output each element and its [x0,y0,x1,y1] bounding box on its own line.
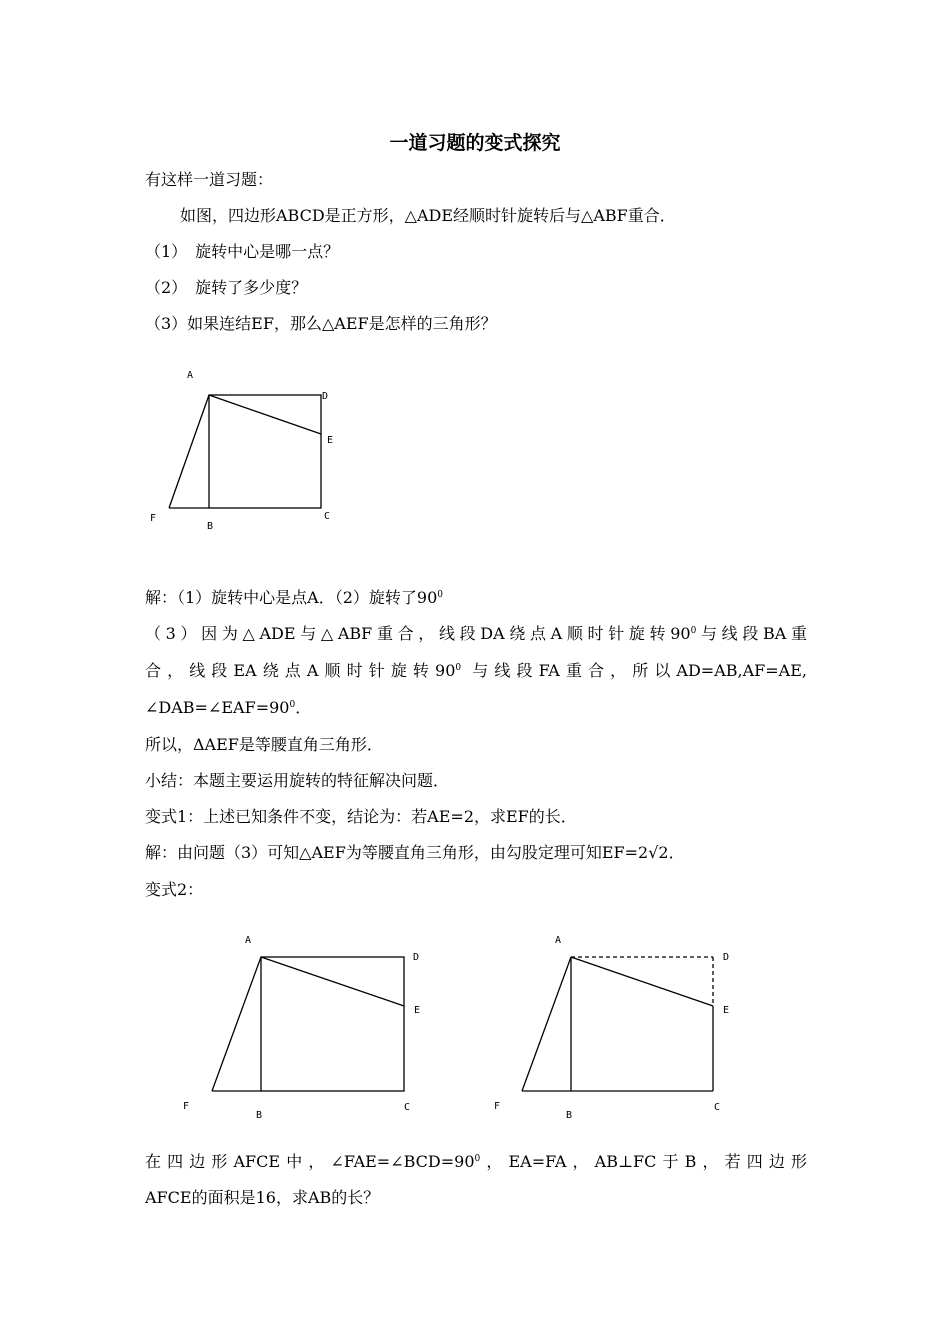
square-abcd [261,957,404,1091]
label-a: A [555,935,562,946]
label-e: E [414,1005,421,1016]
segment-ae [571,957,713,1006]
question-1: （1） 旋转中心是哪一点？ [145,242,340,261]
variant-1-solution: 解：由问题（3）可知△AEF为等腰直角三角形，由勾股定理可知EF=2√2． [145,843,685,862]
label-c: C [404,1102,411,1113]
variant-2-line-2: AFCE的面积是16，求AB的长？ [145,1188,380,1207]
figure-1-square-rotation [140,360,340,540]
label-b: B [207,521,214,532]
label-c: C [714,1102,721,1113]
segment-af [522,957,571,1091]
segment-ae [261,957,404,1006]
conclusion-text: 所以，ΔAEF是等腰直角三角形． [145,735,383,754]
variant-1-text: 变式1：上述已知条件不变，结论为：若AE=2，求EF的长． [145,807,577,826]
segment-af [212,957,261,1091]
label-f: F [494,1101,501,1112]
intro-text: 有这样一道习题： [145,170,274,189]
variant-2-heading: 变式2： [145,880,204,899]
solution-line-1: 解：（1）旋转中心是点A．（2）旋转了$90^0$ [145,588,444,607]
label-c: C [324,511,331,522]
label-b: B [566,1110,573,1121]
page-title: 一道习题的变式探究 [389,132,561,154]
figure-2-right [490,925,750,1125]
label-d: D [723,952,730,963]
question-2: （2） 旋转了多少度？ [145,278,308,297]
question-3: （3）如果连结EF，那么△AEF是怎样的三角形？ [145,314,497,333]
label-d: D [322,391,329,402]
label-a: A [245,935,252,946]
label-a: A [187,370,194,381]
label-f: F [150,513,157,524]
problem-statement: 如图，四边形ABCD是正方形，△ADE经顺时针旋转后与△ABF重合． [180,206,676,225]
summary-text: 小结：本题主要运用旋转的特征解决问题． [145,771,450,790]
label-b: B [256,1110,263,1121]
segment-ae [209,395,321,434]
label-e: E [723,1005,730,1016]
solution-3-line-2: 合，线段EA绕点A顺时针旋转$90^0$ 与线段FA重合，所以AD=AB,AF=AE, [145,661,807,680]
label-d: D [413,952,420,963]
figure-2-left [175,925,435,1125]
square-abcd [209,395,321,508]
solution-3-line-1: （3）因为△ADE与△ABF重合，线段DA绕点A顺时针旋转$90^0$与线段BA重 [145,624,807,643]
variant-2-line-1: 在四边形AFCE中，$\angle FAE=\angle BCD=90^0$，EA=FA，AB⊥FC于B，若四边形 [145,1152,807,1171]
segment-af [169,395,209,508]
label-e: E [327,435,334,446]
label-f: F [183,1101,190,1112]
solution-3-line-3: $\angle DAB=\angle EAF=90^0$． [145,698,312,717]
